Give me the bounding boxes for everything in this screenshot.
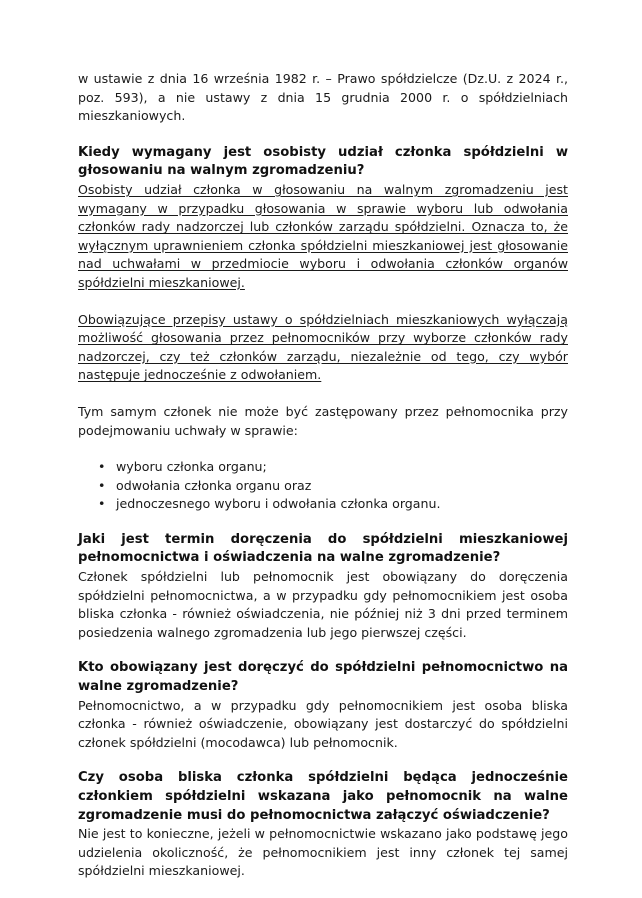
intro-paragraph: w ustawie z dnia 16 września 1982 r. – Prawo spółdzielcze (Dz.U. z 2024 r., poz. 593), a nie ustawy z dnia 15 grudnia 2000 r. o spółdzielniach mieszkaniowych. — [78, 71, 568, 124]
section-heading: Kto obowiązany jest doręczyć do spółdzielni pełnomocnictwo na walne zgromadzenie? — [78, 660, 568, 695]
bullet-icon: • — [98, 459, 106, 475]
paragraph: Pełnomocnictwo, a w przypadku gdy pełnomocnikiem jest osoba bliska członka - również oświadczenie, obowiązany jest dostarczyć do spółdzielni członek spółdzielni (mocodawca) lub pełnomocnik. — [78, 697, 568, 750]
section-close-person-statement — [78, 769, 568, 881]
document-page — [78, 70, 568, 881]
bullet-list — [78, 458, 568, 514]
paragraph: Tym samym członek nie może być zastępowany przez pełnomocnika przy podejmowaniu uchwały w sprawie: — [78, 403, 568, 438]
underlined-paragraph: Obowiązujące przepisy ustawy o spółdzielniach mieszkaniowych wyłączają możliwość głosowania przez pełnomocników przy wyborze członków rady nadzorczej, czy też członków zarządu, niezależnie od tego, czy wybór następuje jednocześnie z odwołaniem. — [78, 311, 568, 383]
list-item-text: odwołania członka organu oraz — [116, 477, 312, 493]
paragraph: Członek spółdzielni lub pełnomocnik jest obowiązany do doręczenia spółdzielni pełnomocnictwa, a w przypadku gdy pełnomocnikiem jest osoba bliska członka - również oświadczenia, nie później niż 3 dni przed terminem posiedzenia walnego zgromadzenia lub jego pierwszej części. — [78, 569, 568, 640]
list-item-text: wyboru członka organu; — [116, 459, 267, 475]
paragraph: Nie jest to konieczne, jeżeli w pełnomocnictwie wskazano jako podstawę jego udzielenia okoliczność, że pełnomocnikiem jest inny członek tej samej spółdzielni mieszkaniowej. — [78, 826, 568, 879]
list-item — [98, 458, 568, 477]
section-heading: Jaki jest termin doręczenia do spółdzielni mieszkaniowej pełnomocnictwa i oświadczenia na walne zgromadzenie? — [78, 531, 568, 566]
section-delivery-deadline — [78, 531, 568, 643]
list-item — [98, 495, 568, 514]
list-item — [98, 477, 568, 496]
section-heading: Kiedy wymagany jest osobisty udział członka spółdzielni w głosowaniu na walnym zgromadzeniu? — [78, 144, 568, 179]
list-item-text: jednoczesnego wyboru i odwołania członka organu. — [116, 496, 441, 512]
bullet-icon: • — [98, 477, 106, 493]
section-personal-vote — [78, 144, 568, 514]
section-who-delivers — [78, 659, 568, 752]
underlined-paragraph: Osobisty udział członka w głosowaniu na walnym zgromadzeniu jest wymagany w przypadku głosowania w sprawie wyboru lub odwołania członków rady nadzorczej lub członków zarządu spółdzielni. Oznacza to, że wyłącznym uprawnieniem członka spółdzielni mieszkaniowej jest głosowanie nad uchwałami w przedmiocie wyboru i odwołania członków organów spółdzielni mieszkaniowej. — [78, 181, 568, 290]
bullet-icon: • — [98, 496, 106, 512]
section-heading: Czy osoba bliska członka spółdzielni będąca jednocześnie członkiem spółdzielni wskazana jako pełnomocnik na walne zgromadzenie musi do pełnomocnictwa załączyć oświadczenie? — [78, 770, 568, 823]
